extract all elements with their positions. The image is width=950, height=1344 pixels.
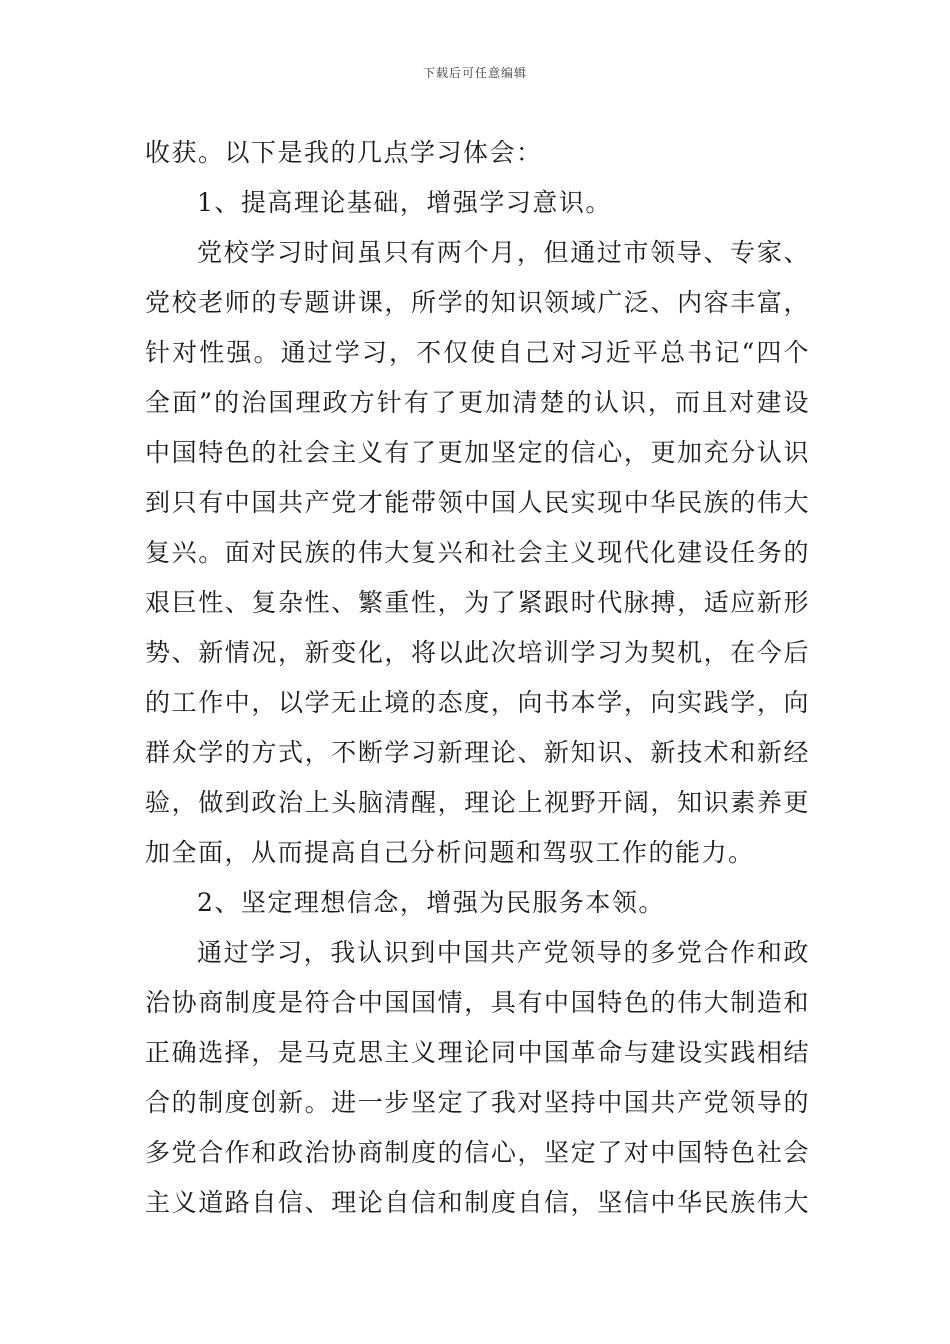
text-line: 加全面，从而提高自己分析问题和驾驭工作的能力。 (145, 838, 755, 867)
text-line: 全面”的治国理政方针有了更加清楚的认识，而且对建设 (145, 388, 810, 417)
text-line: 党校学习时间虽只有两个月，但通过市领导、专家、 (197, 238, 810, 267)
text-line: 主义道路自信、理论自信和制度自信，坚信中华民族伟大 (145, 1188, 810, 1217)
text-line: 到只有中国共产党才能带领中国人民实现中华民族的伟大 (145, 488, 810, 517)
text-line: 复兴。面对民族的伟大复兴和社会主义现代化建设任务的 (145, 538, 810, 567)
text-line: 多党合作和政治协商制度的信心，坚定了对中国特色社会 (145, 1138, 810, 1167)
text-line: 1、提高理论基础，增强学习意识。 (197, 188, 612, 217)
text-line: 中国特色的社会主义有了更加坚定的信心，更加充分认识 (145, 438, 810, 467)
text-line: 验，做到政治上头脑清醒，理论上视野开阔，知识素养更 (145, 788, 810, 817)
text-line: 针对性强。通过学习，不仅使自己对习近平总书记“四个 (145, 338, 810, 367)
body-text (145, 128, 810, 1228)
page-header: 下载后可任意编辑 (422, 66, 527, 80)
text-line: 合的制度创新。进一步坚定了我对坚持中国共产党领导的 (145, 1088, 810, 1117)
text-line: 2、坚定理想信念，增强为民服务本领。 (197, 888, 665, 917)
text-line: 正确选择，是马克思主义理论同中国革命与建设实践相结 (145, 1038, 810, 1067)
text-line: 党校老师的专题讲课，所学的知识领域广泛、内容丰富， (145, 288, 810, 317)
text-line: 通过学习，我认识到中国共产党领导的多党合作和政 (197, 938, 810, 967)
text-line: 的工作中，以学无止境的态度，向书本学，向实践学，向 (145, 688, 810, 717)
text-line: 收获。以下是我的几点学习体会： (145, 138, 543, 167)
text-line: 艰巨性、复杂性、繁重性，为了紧跟时代脉搏，适应新形 (145, 588, 810, 617)
text-line: 势、新情况，新变化，将以此次培训学习为契机，在今后 (145, 638, 810, 667)
text-line: 治协商制度是符合中国国情，具有中国特色的伟大制造和 (145, 988, 810, 1017)
text-line: 群众学的方式，不断学习新理论、新知识、新技术和新经 (145, 738, 810, 767)
